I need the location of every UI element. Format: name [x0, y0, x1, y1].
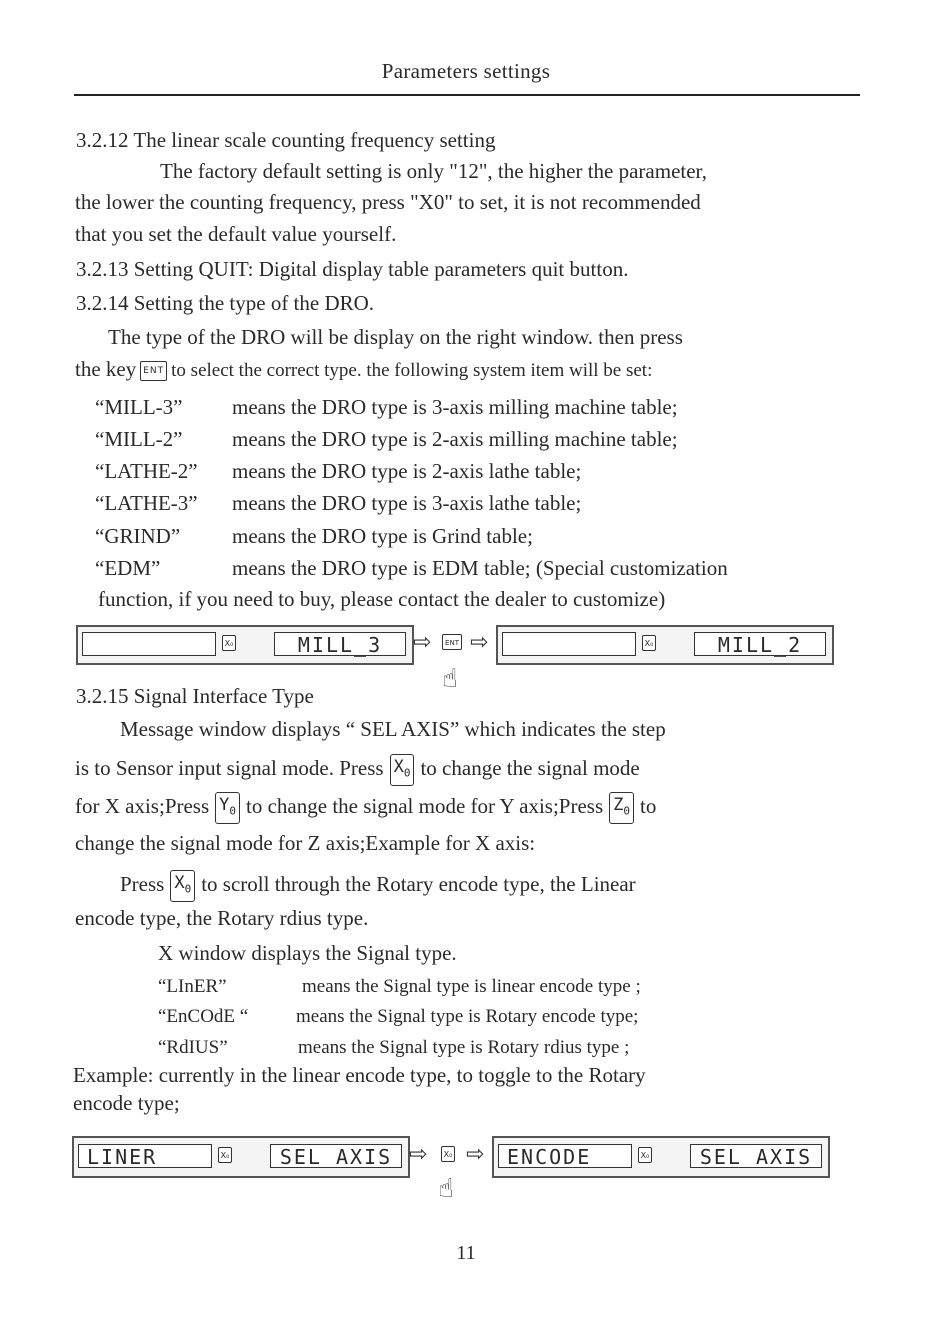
section-3212-heading: 3.2.12 The linear scale counting frequency setting [76, 128, 496, 152]
para-text: to [640, 794, 657, 819]
pointing-hand-icon: ☝ [438, 1174, 454, 1204]
section-3215-para-line4: change the signal mode for Z axis;Example for X axis: [75, 831, 536, 855]
section-3213-heading: 3.2.13 Setting QUIT: Digital display table parameters quit button. [76, 257, 629, 281]
x0-key-icon [170, 870, 195, 902]
ent-key-icon: ENT [140, 361, 167, 381]
section-3215-heading: 3.2.15 Signal Interface Type [76, 684, 314, 708]
signal-type-code: “RdIUS” [158, 1037, 228, 1058]
ent-key-icon: ENT [442, 634, 462, 650]
message-window: MILL_2 [694, 632, 826, 656]
dro-panel-after [496, 625, 834, 665]
section-3215-para-line5 [120, 870, 636, 902]
signal-type-desc: means the Signal type is Rotary rdius type ; [298, 1037, 630, 1058]
section-3212-para-line1: The factory default setting is only "12", the higher the parameter, [160, 159, 707, 183]
dro-panel-before [72, 1136, 410, 1178]
section-3215-para-line6: encode type, the Rotary rdius type. [75, 906, 369, 930]
para-text: to select the correct type. the following system item will be set: [171, 360, 653, 381]
dro-type-code: “EDM” [95, 556, 161, 580]
z0-key-icon [609, 792, 634, 824]
y0-key-icon [215, 792, 240, 824]
key-letter: Z [613, 795, 624, 815]
section-3212-para-line3: that you set the default value yourself. [75, 222, 397, 246]
message-window: SEL AXIS [270, 1144, 402, 1168]
section-3214-heading: 3.2.14 Setting the type of the DRO. [76, 291, 375, 315]
dro-type-desc: means the DRO type is 3-axis milling machine table; [232, 395, 678, 419]
dro-type-desc: means the DRO type is 2-axis lathe table; [232, 459, 582, 483]
x0-key-icon: X₀ [218, 1147, 232, 1163]
signal-type-code: “EnCOdE “ [158, 1006, 249, 1027]
section-3214-para-line2 [75, 357, 652, 382]
dro-type-code: “LATHE-3” [95, 491, 198, 515]
dro-type-code: “MILL-2” [95, 427, 183, 451]
dro-type-continuation: function, if you need to buy, please contact the dealer to customize) [98, 587, 666, 611]
page-header: Parameters settings [381, 59, 551, 83]
section-3212-para-line2: the lower the counting frequency, press "X0" to set, it is not recommended [75, 190, 701, 214]
x0-key-icon: X₀ [222, 635, 236, 651]
x-window: ENCODE [498, 1144, 632, 1168]
dro-type-desc: means the DRO type is EDM table; (Special customization [232, 556, 728, 580]
section-3215-para-line7: X window displays the Signal type. [158, 941, 457, 965]
message-window: SEL AXIS [690, 1144, 822, 1168]
x0-key-icon: X₀ [638, 1147, 652, 1163]
right-arrow-icon: ⇨ [413, 630, 432, 655]
signal-type-code: “LInER” [158, 976, 227, 997]
example-line2: encode type; [73, 1091, 180, 1115]
x0-key-icon [390, 754, 415, 786]
dro-type-code: “MILL-3” [95, 395, 183, 419]
section-3215-para-line3 [75, 792, 656, 824]
x-window-blank [502, 632, 636, 656]
x-window: LINER [78, 1144, 212, 1168]
dro-type-code: “LATHE-2” [95, 459, 198, 483]
example-line1: Example: currently in the linear encode type, to toggle to the Rotary [73, 1063, 646, 1087]
para-text: to scroll through the Rotary encode type, the Linear [201, 872, 636, 897]
header-rule [74, 94, 860, 96]
para-text: Press [120, 872, 165, 897]
dro-type-code: “GRIND” [95, 524, 181, 548]
page-number: 11 [456, 1242, 476, 1264]
key-subscript: 0 [403, 766, 411, 780]
message-window: MILL_3 [274, 632, 406, 656]
x0-key-icon: X₀ [642, 635, 656, 651]
para-text: is to Sensor input signal mode. Press [75, 756, 384, 781]
para-text: to change the signal mode for Y axis;Press [246, 794, 604, 819]
right-arrow-icon: ⇨ [470, 630, 489, 655]
key-letter: X [393, 757, 404, 777]
right-arrow-icon: ⇨ [466, 1142, 485, 1167]
section-3215-para-line1: Message window displays “ SEL AXIS” which indicates the step [120, 717, 666, 741]
x0-key-icon: X₀ [441, 1146, 455, 1162]
para-text: for X axis;Press [75, 794, 210, 819]
key-subscript: 0 [623, 804, 631, 818]
pointing-hand-icon: ☝ [442, 664, 458, 694]
para-text: to change the signal mode [420, 756, 640, 781]
signal-type-desc: means the Signal type is Rotary encode type; [296, 1006, 639, 1027]
dro-panel-after [492, 1136, 830, 1178]
dro-type-desc: means the DRO type is 3-axis lathe table; [232, 491, 582, 515]
key-letter: Y [219, 795, 230, 815]
dro-type-desc: means the DRO type is Grind table; [232, 524, 533, 548]
right-arrow-icon: ⇨ [409, 1142, 428, 1167]
key-subscript: 0 [229, 804, 237, 818]
section-3215-para-line2 [75, 754, 640, 786]
dro-panel-before [76, 625, 414, 665]
dro-type-desc: means the DRO type is 2-axis milling machine table; [232, 427, 678, 451]
para-text: the key [75, 357, 137, 381]
section-3214-para-line1: The type of the DRO will be display on the right window. then press [108, 325, 683, 349]
key-subscript: 0 [184, 882, 192, 896]
key-letter: X [174, 873, 185, 893]
x-window-blank [82, 632, 216, 656]
signal-type-desc: means the Signal type is linear encode type ; [302, 976, 641, 997]
